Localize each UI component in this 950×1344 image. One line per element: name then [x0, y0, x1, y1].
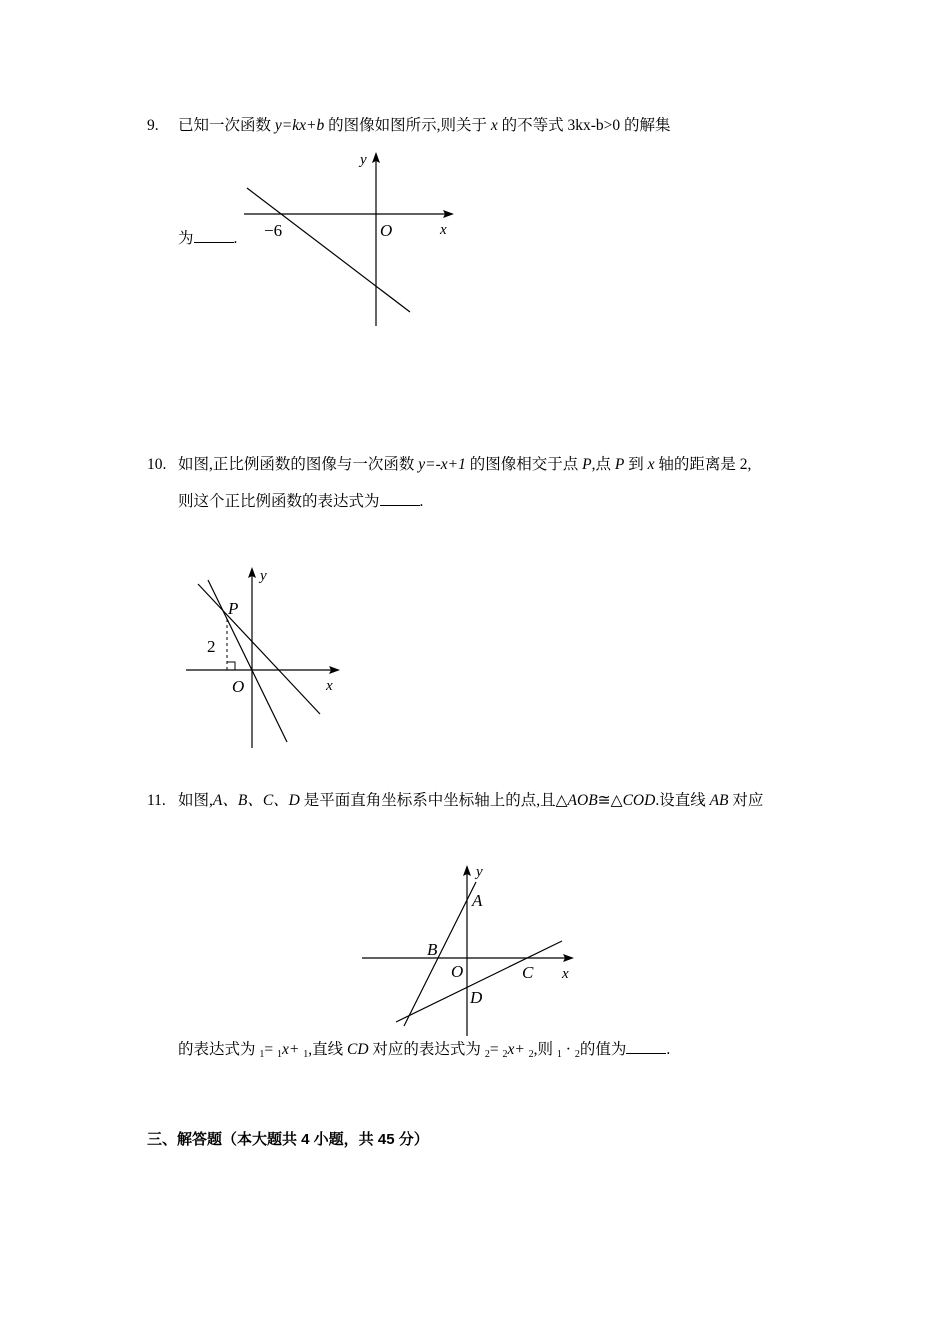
q9-tick-label: −6 — [264, 221, 283, 240]
q11-origin-label: O — [451, 962, 464, 981]
q9-figure — [240, 148, 470, 328]
q11-answer-blank[interactable] — [626, 1039, 666, 1054]
q11-point-a-label: A — [472, 891, 483, 910]
q9-answer-blank[interactable] — [194, 228, 234, 243]
q9-y-label: y — [360, 152, 367, 168]
q10-origin-label: O — [232, 677, 245, 696]
q10-point-label: P — [228, 599, 239, 618]
q9-number: 9. — [147, 117, 159, 134]
q10-answer-blank[interactable] — [380, 491, 420, 506]
q10-figure — [184, 562, 354, 752]
q11-x-label: x — [562, 966, 569, 982]
q11-point-d-label: D — [470, 988, 483, 1007]
q11-y-label: y — [476, 864, 483, 880]
q9-answer-line: 为 . — [178, 230, 238, 247]
q11-answer-line: 的表达式为 $_1$= $_1$x+ $_1$,直线 CD 对应的表达式为 $_2$= $_2$x+ $_2$,则 $_1$ · $_2$的值为 . — [178, 1041, 671, 1060]
q10-x-label: x — [326, 678, 333, 694]
q11-text: 如图,A、B、C、D 是平面直角坐标系中坐标轴上的点,且△AOB≅△COD.设直线 AB 对应 — [178, 792, 764, 809]
q11-number: 11. — [147, 792, 166, 809]
q11-point-c-label: C — [522, 963, 534, 982]
q9-text: 已知一次函数 y=kx+b 的图像如图所示,则关于 x 的不等式 3kx-b>0 的解集 — [178, 117, 671, 134]
q11-figure — [360, 860, 580, 1040]
section3-title: 三、解答题（本大题共 4 小题，共 45 分） — [147, 1131, 429, 1148]
q9-origin-label: O — [380, 221, 393, 240]
q10-text: 如图,正比例函数的图像与一次函数 y=-x+1 的图像相交于点 P,点 P 到 x 轴的距离是 2, — [178, 456, 752, 473]
q10-answer-line: 则这个正比例函数的表达式为 . — [178, 493, 424, 510]
q11-point-b-label: B — [427, 940, 438, 959]
q9-x-label: x — [440, 222, 447, 238]
q10-y-label: y — [260, 568, 267, 584]
q10-number: 10. — [147, 456, 167, 473]
q10-distance-label: 2 — [207, 637, 216, 656]
